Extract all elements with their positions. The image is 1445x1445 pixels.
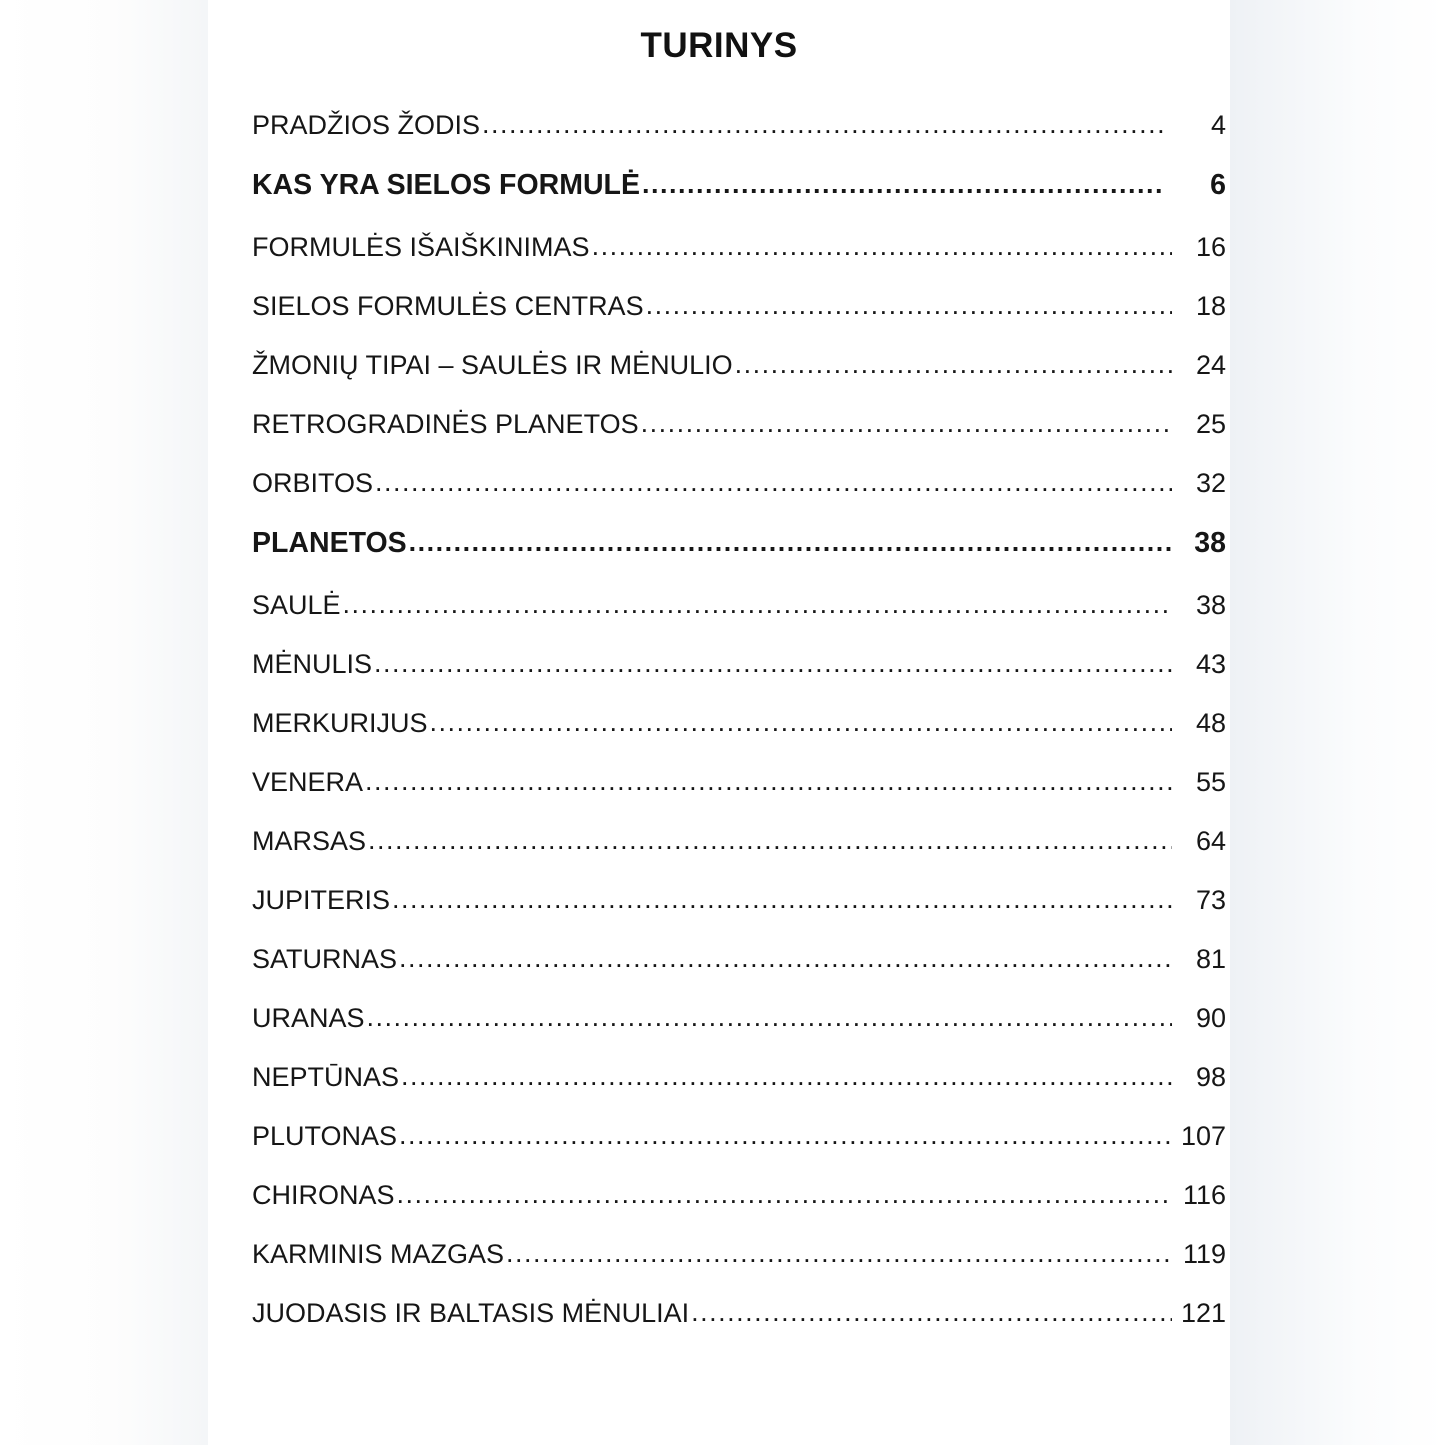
- toc-entry[interactable]: [252, 708, 1226, 739]
- toc-entry-page-number: 32: [1195, 468, 1226, 498]
- toc-entry-label: MARSAS: [252, 826, 367, 856]
- toc-entry[interactable]: [252, 468, 1226, 499]
- toc-leader-dots: [401, 1061, 1172, 1092]
- toc-entry[interactable]: [252, 649, 1226, 680]
- toc-entry[interactable]: [252, 1121, 1226, 1152]
- toc-entry-page-number: 24: [1195, 350, 1226, 380]
- toc-entry-label: VENERA: [252, 767, 364, 797]
- toc-entry-page-number: 18: [1195, 291, 1226, 321]
- toc-entry-label: PLUTONAS: [252, 1121, 398, 1151]
- toc-entry-label: URANAS: [252, 1003, 365, 1033]
- toc-entry-label: MERKURIJUS: [252, 708, 428, 738]
- table-of-contents: [208, 110, 1230, 1329]
- toc-leader-dots: [397, 1179, 1172, 1210]
- toc-entry-label: MĖNULIS: [252, 649, 373, 679]
- toc-entry[interactable]: [252, 944, 1226, 975]
- page-left-margin-shade: [0, 0, 208, 1445]
- toc-entry-label: SIELOS FORMULĖS CENTRAS: [252, 291, 644, 321]
- toc-leader-dots: [691, 1297, 1172, 1328]
- toc-entry-label: KAS YRA SIELOS FORMULĖ: [252, 169, 640, 201]
- toc-entry[interactable]: [252, 350, 1226, 381]
- toc-entry-label: ŽMONIŲ TIPAI – SAULĖS IR MĖNULIO: [252, 350, 733, 380]
- toc-entry[interactable]: [252, 1180, 1226, 1211]
- toc-leader-dots: [374, 648, 1172, 679]
- toc-leader-dots: [399, 943, 1172, 974]
- toc-entry-page-number: 119: [1182, 1239, 1226, 1269]
- toc-entry-label: SAULĖ: [252, 590, 341, 620]
- toc-entry-page-number: 64: [1195, 826, 1226, 856]
- toc-entry-page-number: 38: [1194, 527, 1226, 559]
- toc-leader-dots: [430, 707, 1172, 738]
- toc-leader-dots: [506, 1238, 1172, 1269]
- toc-leader-dots: [646, 290, 1172, 321]
- toc-entry-page-number: 107: [1180, 1121, 1226, 1151]
- toc-entry[interactable]: [252, 1062, 1226, 1093]
- toc-entry-page-number: 38: [1195, 590, 1226, 620]
- toc-entry-page-number: 25: [1195, 409, 1226, 439]
- toc-entry[interactable]: [252, 1298, 1226, 1329]
- page-content: [208, 0, 1230, 1445]
- toc-leader-dots: [375, 467, 1172, 498]
- toc-entry[interactable]: [252, 767, 1226, 798]
- toc-leader-dots: [399, 1120, 1172, 1151]
- page-title: TURINYS: [640, 26, 798, 65]
- toc-entry-label: JUPITERIS: [252, 885, 391, 915]
- toc-entry-label: KARMINIS MAZGAS: [252, 1239, 505, 1269]
- toc-entry-label: RETROGRADINĖS PLANETOS: [252, 409, 639, 439]
- toc-entry-page-number: 43: [1195, 649, 1226, 679]
- toc-entry[interactable]: [252, 110, 1226, 141]
- toc-leader-dots: [392, 884, 1172, 915]
- toc-entry[interactable]: [252, 409, 1226, 440]
- toc-entry[interactable]: [252, 1239, 1226, 1270]
- toc-leader-dots: [343, 589, 1172, 620]
- toc-entry[interactable]: [252, 291, 1226, 322]
- toc-entry-label: FORMULĖS IŠAIŠKINIMAS: [252, 232, 590, 262]
- toc-leader-dots: [368, 825, 1172, 856]
- toc-entry[interactable]: [252, 885, 1226, 916]
- toc-entry-label: JUODASIS IR BALTASIS MĖNULIAI: [252, 1298, 690, 1328]
- toc-entry[interactable]: [252, 826, 1226, 857]
- toc-entry-page-number: 4: [1210, 110, 1226, 140]
- toc-leader-dots: [642, 169, 1164, 200]
- toc-entry[interactable]: [252, 1003, 1226, 1034]
- toc-entry-page-number: 6: [1210, 169, 1226, 201]
- toc-entry-page-number: 55: [1195, 767, 1226, 797]
- toc-entry-page-number: 16: [1195, 232, 1226, 262]
- toc-entry-page-number: 90: [1195, 1003, 1226, 1033]
- toc-entry-page-number: 116: [1182, 1180, 1226, 1210]
- toc-leader-dots: [592, 231, 1172, 262]
- toc-entry-page-number: 98: [1195, 1062, 1226, 1092]
- toc-leader-dots: [735, 349, 1172, 380]
- toc-entry-page-number: 73: [1195, 885, 1226, 915]
- toc-entry-page-number: 121: [1180, 1298, 1226, 1328]
- toc-entry-label: SATURNAS: [252, 944, 398, 974]
- toc-leader-dots: [409, 527, 1172, 558]
- toc-entry-page-number: 81: [1195, 944, 1226, 974]
- toc-entry-label: PLANETOS: [252, 527, 407, 559]
- toc-entry-page-number: 48: [1195, 708, 1226, 738]
- toc-leader-dots: [482, 109, 1164, 140]
- page-right-margin-shade: [1230, 0, 1445, 1445]
- toc-entry-label: NEPTŪNAS: [252, 1062, 400, 1092]
- toc-leader-dots: [641, 408, 1172, 439]
- toc-entry[interactable]: [252, 169, 1226, 202]
- toc-leader-dots: [367, 1002, 1172, 1033]
- toc-leader-dots: [365, 766, 1172, 797]
- toc-entry[interactable]: [252, 590, 1226, 621]
- toc-entry[interactable]: [252, 527, 1226, 560]
- toc-entry-label: CHIRONAS: [252, 1180, 395, 1210]
- toc-entry[interactable]: [252, 232, 1226, 263]
- toc-entry-label: ORBITOS: [252, 468, 374, 498]
- toc-entry-label: PRADŽIOS ŽODIS: [252, 110, 481, 140]
